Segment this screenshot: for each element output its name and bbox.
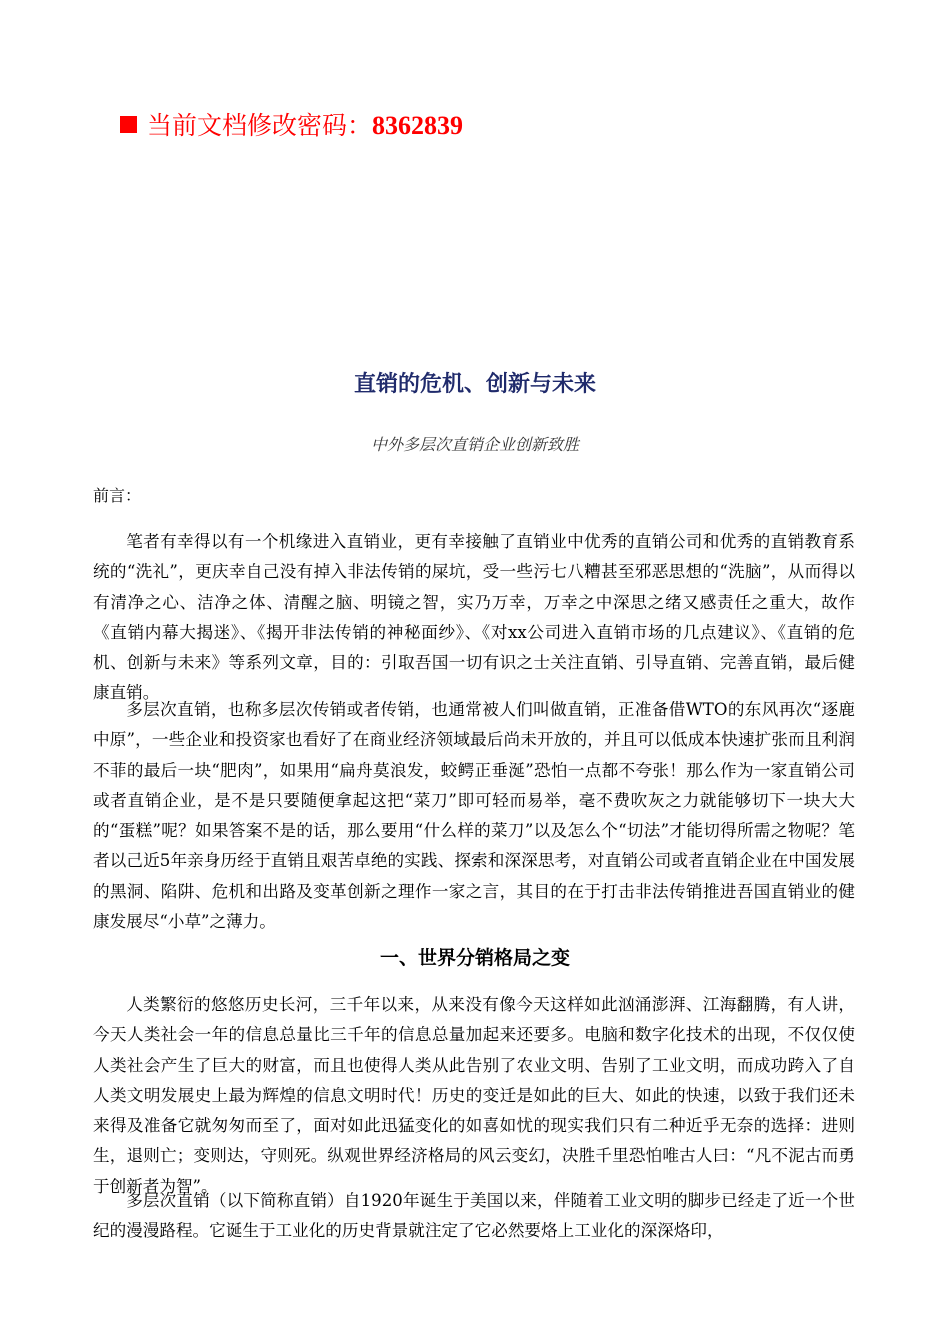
square-bullet-icon [120, 116, 137, 133]
section-heading: 一、世界分销格局之变 [379, 947, 570, 969]
edit-password-notice [120, 108, 463, 144]
preface-label: 前言： [93, 486, 142, 505]
notice-text: 当前文档修改密码： [147, 111, 373, 140]
intro-paragraph-2: 多层次直销，也称多层次传销或者传销，也通常被人们叫做直销，正准备借WTO的东风再次“逐鹿中原”，一些企业和投资家也看好了在商业经济领域最后尚未开放的，并且可以低成本快速扩张而且利润不菲的最后一块“肥肉”，如果用“扁舟莫浪发，蛟鳄正垂涎”恐怕一点都不夸张！那么作为一家直销公司或者直销企业，是不是只要随便拿起这把“菜刀”即可轻而易举，毫不费吹灰之力就能够切下一块大大的“蛋糕”呢？如果答案不是的话，那么要用“什么样的菜刀”以及怎么个“切法”才能切得所需之物呢？笔者以己近5年亲身历经于直销且艰苦卓绝的实践、探索和深深思考，对直销公司或者直销企业在中国发展的黑洞、陷阱、危机和出路及变革创新之理作一家之言，其目的在于打击非法传销推进吾国直销业的健康发展尽“小草”之薄力。 [93, 700, 855, 932]
document-title: 直销的危机、创新与未来 [353, 372, 596, 397]
intro-paragraph-1: 笔者有幸得以有一个机缘进入直销业，更有幸接触了直销业中优秀的直销公司和优秀的直销教育系统的“洗礼”，更庆幸自己没有掉入非法传销的屎坑，受一些污七八糟甚至邪恶思想的“洗脑”，从而得以有清净之心、洁净之体、清醒之脑、明镜之智，实乃万幸，万幸之中深思之绪又感责任之重大，故作《直销内幕大揭迷》、《揭开非法传销的神秘面纱》、《对xx公司进入直销市场的几点建议》、《直销的危机、创新与未来》等系列文章，目的：引取吾国一切有识之士关注直销、引导直销、完善直销，最后健康直销。 [93, 532, 855, 703]
section-paragraph-1: 人类繁衍的悠悠历史长河，三千年以来，从来没有像今天这样如此汹涌澎湃、江海翻腾，有人讲，今天人类社会一年的信息总量比三千年的信息总量加起来还要多。电脑和数字化技术的出现，不仅仅使人类社会产生了巨大的财富，而且也使得人类从此告别了农业文明、告别了工业文明，而成功跨入了自人类文明发展史上最为辉煌的信息文明时代！历史的变迁是如此的巨大、如此的快速，以致于我们还未来得及准备它就匆匆而至了，面对如此迅猛变化的如喜如忧的现实我们只有二种近乎无奈的选择：进则生，退则亡；变则达，守则死。纵观世界经济格局的风云变幻，决胜千里恐怕唯古人曰：“凡不泥古而勇于创新者为智”。 [93, 995, 855, 1196]
document-subtitle: 中外多层次直销企业创新致胜 [370, 435, 579, 454]
section-paragraph-2: 多层次直销（以下简称直销）自1920年诞生于美国以来，伴随着工业文明的脚步已经走了近一个世纪的漫漫路程。它诞生于工业化的历史背景就注定了它必然要烙上工业化的深深烙印， [93, 1191, 855, 1241]
password-code: 8362839 [372, 111, 464, 140]
